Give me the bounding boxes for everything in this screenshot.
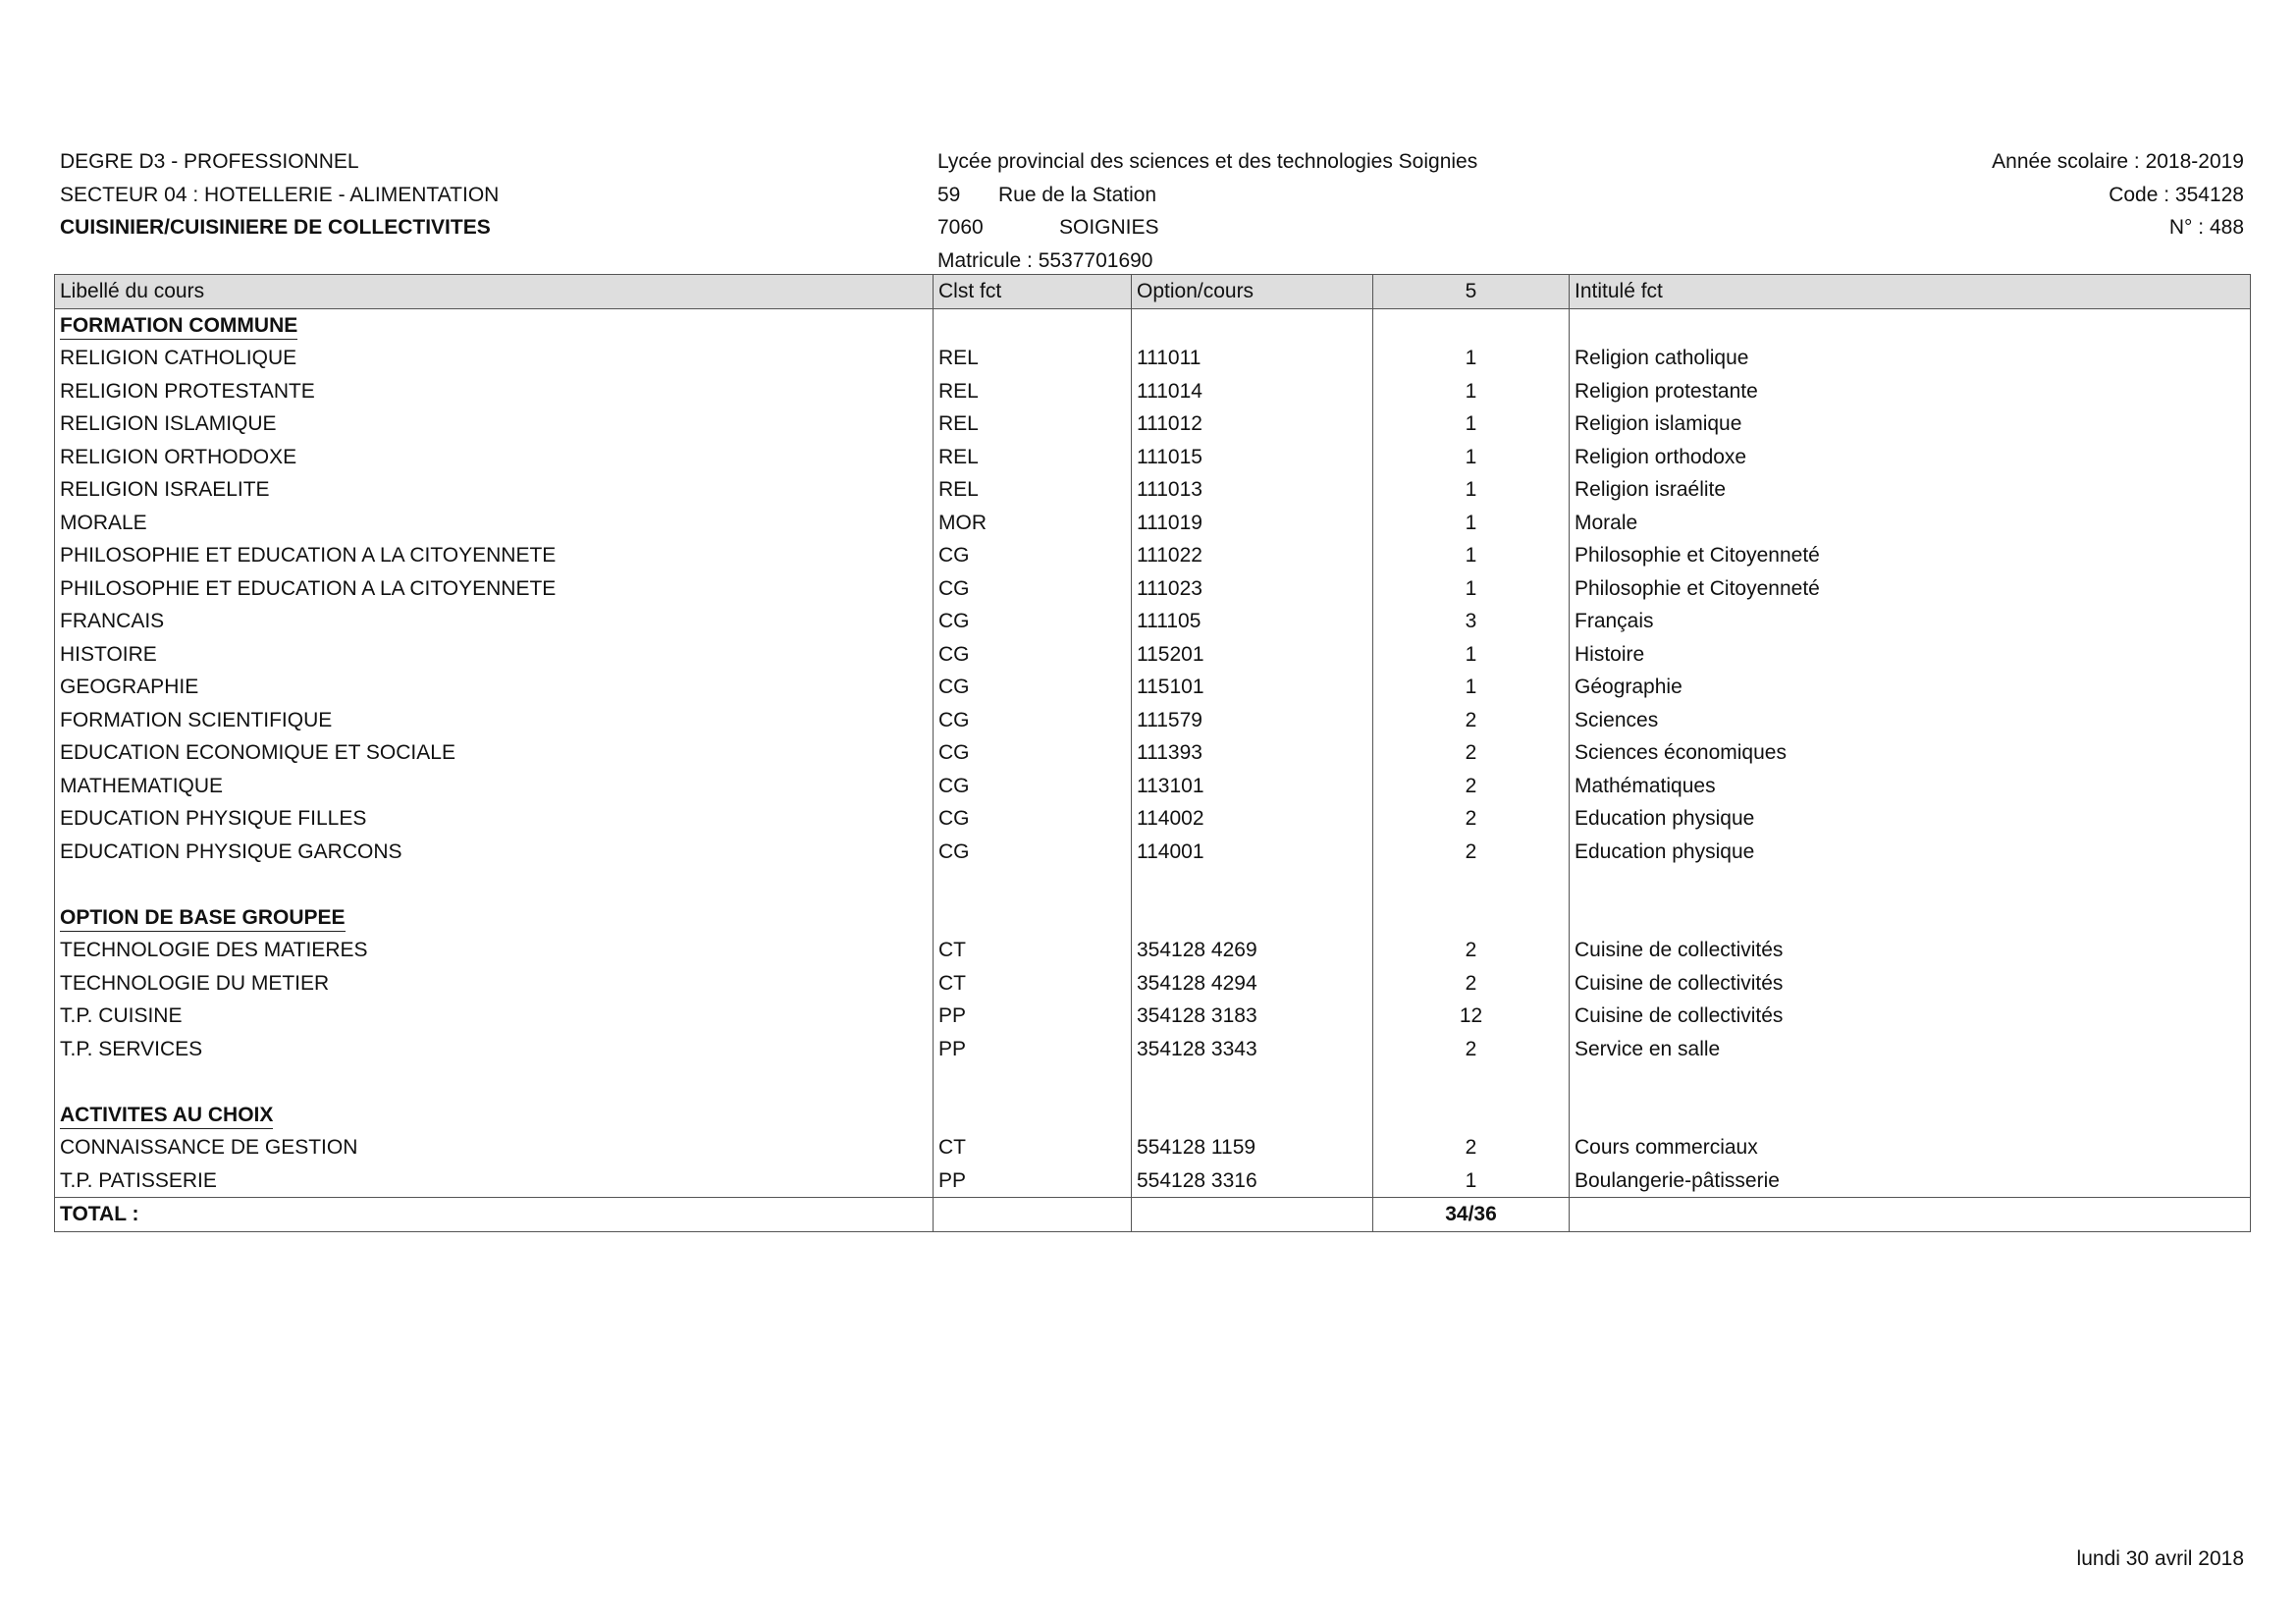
option-code: 111022 xyxy=(1132,539,1373,572)
option-code: 111013 xyxy=(1132,473,1373,507)
column-header-clst: Clst fct xyxy=(934,275,1132,309)
hours: 1 xyxy=(1373,441,1570,474)
clst-code: CT xyxy=(934,967,1132,1001)
column-header-title: Intitulé fct xyxy=(1570,275,2251,309)
table-row xyxy=(55,934,2251,967)
header-school xyxy=(937,145,1477,277)
clst-code: PP xyxy=(934,1164,1132,1198)
clst-code: PP xyxy=(934,1033,1132,1066)
course-name: T.P. SERVICES xyxy=(55,1033,934,1066)
course-name: T.P. PATISSERIE xyxy=(55,1164,934,1198)
program-title: CUISINIER/CUISINIERE DE COLLECTIVITES xyxy=(60,216,491,239)
section-title-row xyxy=(55,901,2251,935)
empty-cell xyxy=(1132,1099,1373,1132)
table-row xyxy=(55,539,2251,572)
section-title-row xyxy=(55,1099,2251,1132)
hours: 1 xyxy=(1373,407,1570,441)
course-name: GEOGRAPHIE xyxy=(55,671,934,704)
clst-code: CG xyxy=(934,539,1132,572)
course-name: PHILOSOPHIE ET EDUCATION A LA CITOYENNETE xyxy=(55,572,934,606)
option-code: 354128 3183 xyxy=(1132,1000,1373,1033)
table-row xyxy=(55,1164,2251,1198)
option-code: 113101 xyxy=(1132,770,1373,803)
course-title: Boulangerie-pâtisserie xyxy=(1570,1164,2251,1198)
course-name: FORMATION SCIENTIFIQUE xyxy=(55,704,934,737)
table-row xyxy=(55,342,2251,375)
table-row xyxy=(55,638,2251,672)
course-title: Religion orthodoxe xyxy=(1570,441,2251,474)
section-title-row xyxy=(55,308,2251,342)
course-name: RELIGION PROTESTANTE xyxy=(55,375,934,408)
hours: 1 xyxy=(1373,572,1570,606)
course-title: Mathématiques xyxy=(1570,770,2251,803)
empty-cell xyxy=(934,1099,1132,1132)
empty-cell xyxy=(1132,308,1373,342)
city-name: SOIGNIES xyxy=(1059,216,1159,239)
courses-table xyxy=(54,274,2251,1232)
course-name: MORALE xyxy=(55,507,934,540)
hours: 3 xyxy=(1373,605,1570,638)
option-code: 115201 xyxy=(1132,638,1373,672)
total-label: TOTAL : xyxy=(55,1198,934,1232)
table-row xyxy=(55,1000,2251,1033)
total-empty xyxy=(1132,1198,1373,1232)
course-title: Philosophie et Citoyenneté xyxy=(1570,539,2251,572)
table-row xyxy=(55,736,2251,770)
school-name: Lycée provincial des sciences et des technologies Soignies xyxy=(937,150,1478,173)
hours: 2 xyxy=(1373,802,1570,836)
program-code: Code : 354128 xyxy=(2109,183,2244,206)
course-name: PHILOSOPHIE ET EDUCATION A LA CITOYENNETE xyxy=(55,539,934,572)
course-name: TECHNOLOGIE DU METIER xyxy=(55,967,934,1001)
clst-code: REL xyxy=(934,407,1132,441)
empty-cell xyxy=(1373,868,1570,901)
hours: 1 xyxy=(1373,375,1570,408)
table-row xyxy=(55,704,2251,737)
clst-code: MOR xyxy=(934,507,1132,540)
empty-cell xyxy=(934,308,1132,342)
course-title: Cuisine de collectivités xyxy=(1570,934,2251,967)
section-title: FORMATION COMMUNE xyxy=(60,313,297,340)
hours: 2 xyxy=(1373,1131,1570,1164)
empty-cell xyxy=(55,868,934,901)
option-code: 554128 3316 xyxy=(1132,1164,1373,1198)
column-header-option: Option/cours xyxy=(1132,275,1373,309)
table-row xyxy=(55,770,2251,803)
course-title: Service en salle xyxy=(1570,1033,2251,1066)
school-city xyxy=(937,211,1477,244)
clst-code: CG xyxy=(934,770,1132,803)
hours: 1 xyxy=(1373,1164,1570,1198)
option-code: 354128 4294 xyxy=(1132,967,1373,1001)
course-name: TECHNOLOGIE DES MATIERES xyxy=(55,934,934,967)
hours: 2 xyxy=(1373,934,1570,967)
option-code: 554128 1159 xyxy=(1132,1131,1373,1164)
empty-cell xyxy=(1570,901,2251,935)
clst-code: PP xyxy=(934,1000,1132,1033)
empty-cell xyxy=(1132,901,1373,935)
table-row xyxy=(55,605,2251,638)
section-title-cell xyxy=(55,1099,934,1132)
clst-code: CG xyxy=(934,605,1132,638)
header-left xyxy=(60,145,499,244)
empty-cell xyxy=(1132,868,1373,901)
hours: 1 xyxy=(1373,539,1570,572)
empty-cell xyxy=(934,1065,1132,1099)
school-address xyxy=(937,179,1477,212)
section-title-cell xyxy=(55,901,934,935)
clst-code: REL xyxy=(934,375,1132,408)
total-empty xyxy=(934,1198,1132,1232)
footer-date: lundi 30 avril 2018 xyxy=(2076,1547,2244,1570)
spacer-row xyxy=(55,868,2251,901)
option-code: 354128 4269 xyxy=(1132,934,1373,967)
course-title: Cuisine de collectivités xyxy=(1570,1000,2251,1033)
clst-code: CG xyxy=(934,802,1132,836)
table-row xyxy=(55,473,2251,507)
hours: 2 xyxy=(1373,736,1570,770)
clst-code: CG xyxy=(934,671,1132,704)
clst-code: CG xyxy=(934,572,1132,606)
table-body xyxy=(55,308,2251,1198)
course-title: Géographie xyxy=(1570,671,2251,704)
total-value: 34/36 xyxy=(1373,1198,1570,1232)
table-row xyxy=(55,671,2251,704)
hours: 1 xyxy=(1373,473,1570,507)
course-name: RELIGION ORTHODOXE xyxy=(55,441,934,474)
course-name: FRANCAIS xyxy=(55,605,934,638)
course-name: RELIGION ISLAMIQUE xyxy=(55,407,934,441)
option-code: 111014 xyxy=(1132,375,1373,408)
empty-cell xyxy=(1570,308,2251,342)
option-code: 111579 xyxy=(1132,704,1373,737)
table-row xyxy=(55,375,2251,408)
option-code: 111012 xyxy=(1132,407,1373,441)
course-name: MATHEMATIQUE xyxy=(55,770,934,803)
empty-cell xyxy=(1373,308,1570,342)
option-code: 111011 xyxy=(1132,342,1373,375)
clst-code: CT xyxy=(934,1131,1132,1164)
hours: 1 xyxy=(1373,638,1570,672)
empty-cell xyxy=(1570,868,2251,901)
total-empty xyxy=(1570,1198,2251,1232)
course-title: Sciences économiques xyxy=(1570,736,2251,770)
course-title: Français xyxy=(1570,605,2251,638)
option-code: 111105 xyxy=(1132,605,1373,638)
section-title: OPTION DE BASE GROUPEE xyxy=(60,905,346,932)
hours: 1 xyxy=(1373,342,1570,375)
section-title: ACTIVITES AU CHOIX xyxy=(60,1103,273,1129)
course-name: EDUCATION ECONOMIQUE ET SOCIALE xyxy=(55,736,934,770)
clst-code: CG xyxy=(934,638,1132,672)
table-row xyxy=(55,507,2251,540)
option-code: 354128 3343 xyxy=(1132,1033,1373,1066)
course-title: Sciences xyxy=(1570,704,2251,737)
postal-code: 7060 xyxy=(937,216,984,239)
clst-code: REL xyxy=(934,473,1132,507)
program-number: N° : 488 xyxy=(2168,216,2244,239)
table-row xyxy=(55,1131,2251,1164)
column-header-hours: 5 xyxy=(1373,275,1570,309)
spacer-row xyxy=(55,1065,2251,1099)
empty-cell xyxy=(934,901,1132,935)
option-code: 111015 xyxy=(1132,441,1373,474)
course-title: Religion islamique xyxy=(1570,407,2251,441)
course-title: Morale xyxy=(1570,507,2251,540)
table-header-row xyxy=(55,275,2251,309)
course-title: Religion catholique xyxy=(1570,342,2251,375)
course-name: CONNAISSANCE DE GESTION xyxy=(55,1131,934,1164)
course-title: Religion israélite xyxy=(1570,473,2251,507)
hours: 2 xyxy=(1373,967,1570,1001)
option-code: 114001 xyxy=(1132,836,1373,869)
empty-cell xyxy=(1132,1065,1373,1099)
clst-code: REL xyxy=(934,441,1132,474)
table-row xyxy=(55,967,2251,1001)
table-row xyxy=(55,441,2251,474)
hours: 1 xyxy=(1373,671,1570,704)
empty-cell xyxy=(1373,1099,1570,1132)
clst-code: CG xyxy=(934,704,1132,737)
table-row xyxy=(55,407,2251,441)
empty-cell xyxy=(1570,1065,2251,1099)
course-title: Education physique xyxy=(1570,836,2251,869)
course-name: EDUCATION PHYSIQUE FILLES xyxy=(55,802,934,836)
option-code: 111023 xyxy=(1132,572,1373,606)
course-title: Cuisine de collectivités xyxy=(1570,967,2251,1001)
hours: 2 xyxy=(1373,836,1570,869)
course-title: Religion protestante xyxy=(1570,375,2251,408)
course-title: Philosophie et Citoyenneté xyxy=(1570,572,2251,606)
header-right xyxy=(1992,145,2244,244)
street-number: 59 xyxy=(937,183,961,206)
course-name: RELIGION CATHOLIQUE xyxy=(55,342,934,375)
school-year: Année scolaire : 2018-2019 xyxy=(1992,150,2244,173)
option-code: 115101 xyxy=(1132,671,1373,704)
hours: 2 xyxy=(1373,770,1570,803)
hours: 1 xyxy=(1373,507,1570,540)
course-name: EDUCATION PHYSIQUE GARCONS xyxy=(55,836,934,869)
street-name: Rue de la Station xyxy=(998,183,1157,206)
clst-code: CT xyxy=(934,934,1132,967)
degree-label: DEGRE D3 - PROFESSIONNEL xyxy=(60,150,359,173)
matricule: Matricule : 5537701690 xyxy=(937,248,1153,272)
empty-cell xyxy=(934,868,1132,901)
course-title: Histoire xyxy=(1570,638,2251,672)
empty-cell xyxy=(55,1065,934,1099)
course-title: Cours commerciaux xyxy=(1570,1131,2251,1164)
table-row xyxy=(55,572,2251,606)
course-name: HISTOIRE xyxy=(55,638,934,672)
course-title: Education physique xyxy=(1570,802,2251,836)
table-row xyxy=(55,802,2251,836)
table-row xyxy=(55,1033,2251,1066)
table-row xyxy=(55,836,2251,869)
section-title-cell xyxy=(55,308,934,342)
sector-label: SECTEUR 04 : HOTELLERIE - ALIMENTATION xyxy=(60,183,500,206)
empty-cell xyxy=(1373,1065,1570,1099)
hours: 12 xyxy=(1373,1000,1570,1033)
course-name: RELIGION ISRAELITE xyxy=(55,473,934,507)
clst-code: REL xyxy=(934,342,1132,375)
clst-code: CG xyxy=(934,836,1132,869)
empty-cell xyxy=(1570,1099,2251,1132)
clst-code: CG xyxy=(934,736,1132,770)
column-header-course: Libellé du cours xyxy=(55,275,934,309)
option-code: 111019 xyxy=(1132,507,1373,540)
hours: 2 xyxy=(1373,1033,1570,1066)
empty-cell xyxy=(1373,901,1570,935)
option-code: 114002 xyxy=(1132,802,1373,836)
course-name: T.P. CUISINE xyxy=(55,1000,934,1033)
total-row xyxy=(55,1198,2251,1232)
hours: 2 xyxy=(1373,704,1570,737)
option-code: 111393 xyxy=(1132,736,1373,770)
